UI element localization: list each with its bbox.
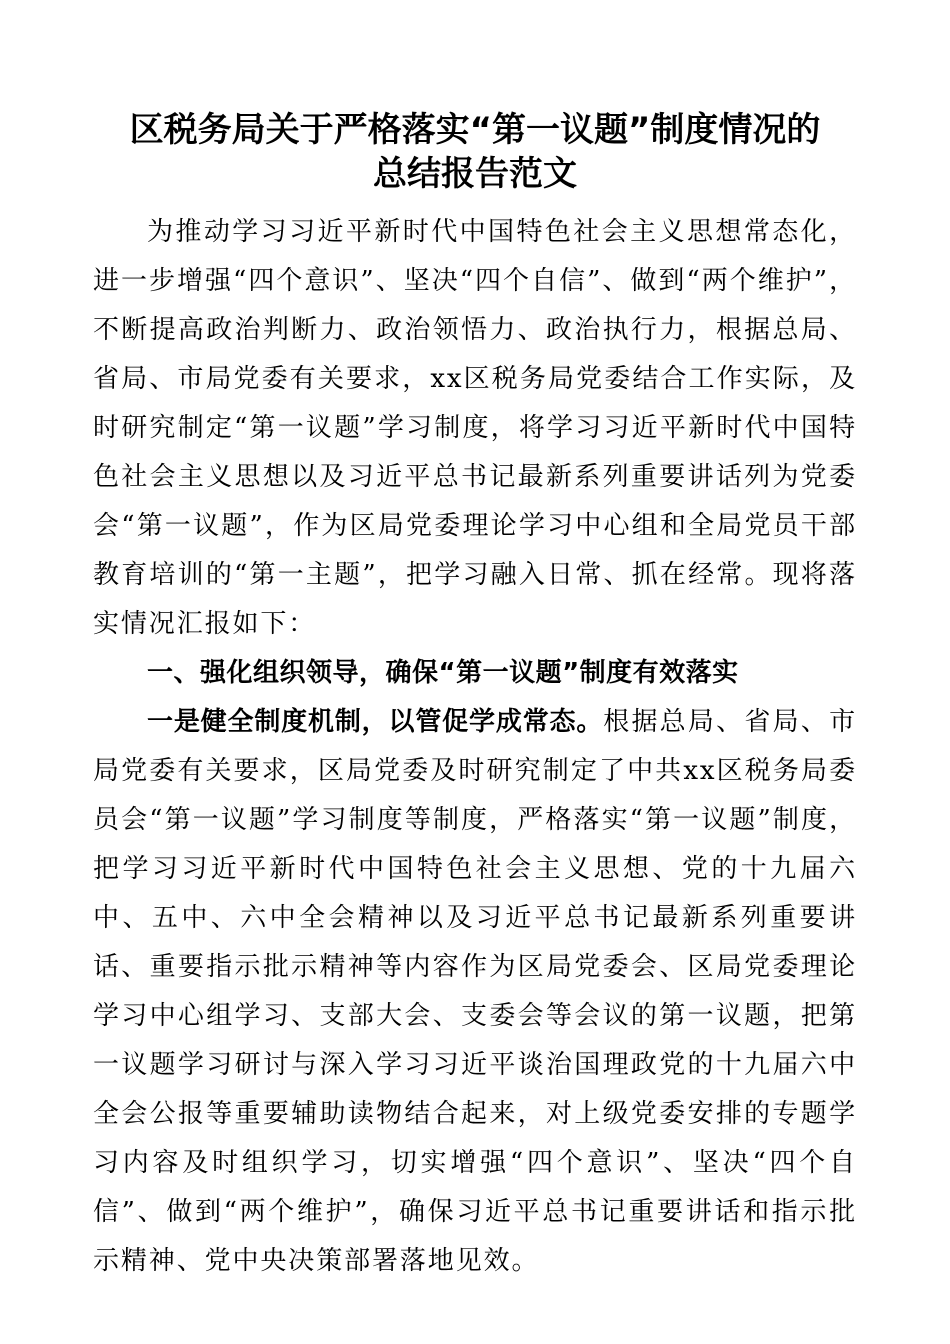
- document-body: [93, 208, 857, 1286]
- title-line-2: 总结报告范文: [373, 154, 577, 194]
- section-1-heading: 一、强化组织领导，确保“第一议题”制度有效落实: [147, 658, 739, 688]
- section-1-paragraph-1: [93, 698, 857, 1286]
- paragraph-body-text: 根据总局、省局、市局党委有关要求，区局党委及时研究制定了中共xx区税务局委员会“第一议题”学习制度等制度，严格落实“第一议题”制度，把学习习近平新时代中国特色社会主义思想、党的十九届六中、五中、六中全会精神以及习近平总书记最新系列重要讲话、重要指示批示精神等内容作为区局党委会、区局党委理论学习中心组学习、支部大会、支委会等会议的第一议题，把第一议题学习研讨与深入学习习近平谈治国理政党的十九届六中全会公报等重要辅助读物结合起来，对上级党委安排的专题学习内容及时组织学习，切实增强“四个意识”、坚决“四个自信”、做到“两个维护”，确保习近平总书记重要讲话和指示批示精神、党中央决策部署落地见效。: [93, 707, 857, 1276]
- document-title: [90, 108, 860, 196]
- intro-paragraph: 为推动学习习近平新时代中国特色社会主义思想常态化，进一步增强“四个意识”、坚决“四个自信”、做到“两个维护”，不断提高政治判断力、政治领悟力、政治执行力，根据总局、省局、市局党委有关要求，xx区税务局党委结合工作实际，及时研究制定“第一议题”学习制度，将学习习近平新时代中国特色社会主义思想以及习近平总书记最新系列重要讲话列为党委会“第一议题”，作为区局党委理论学习中心组和全局党员干部教育培训的“第一主题”，把学习融入日常、抓在经常。现将落实情况汇报如下：: [93, 217, 857, 639]
- title-line-1: 区税务局关于严格落实“第一议题”制度情况的: [129, 110, 821, 150]
- paragraph-lead-text: 一是健全制度机制，以管促学成常态。: [147, 707, 604, 737]
